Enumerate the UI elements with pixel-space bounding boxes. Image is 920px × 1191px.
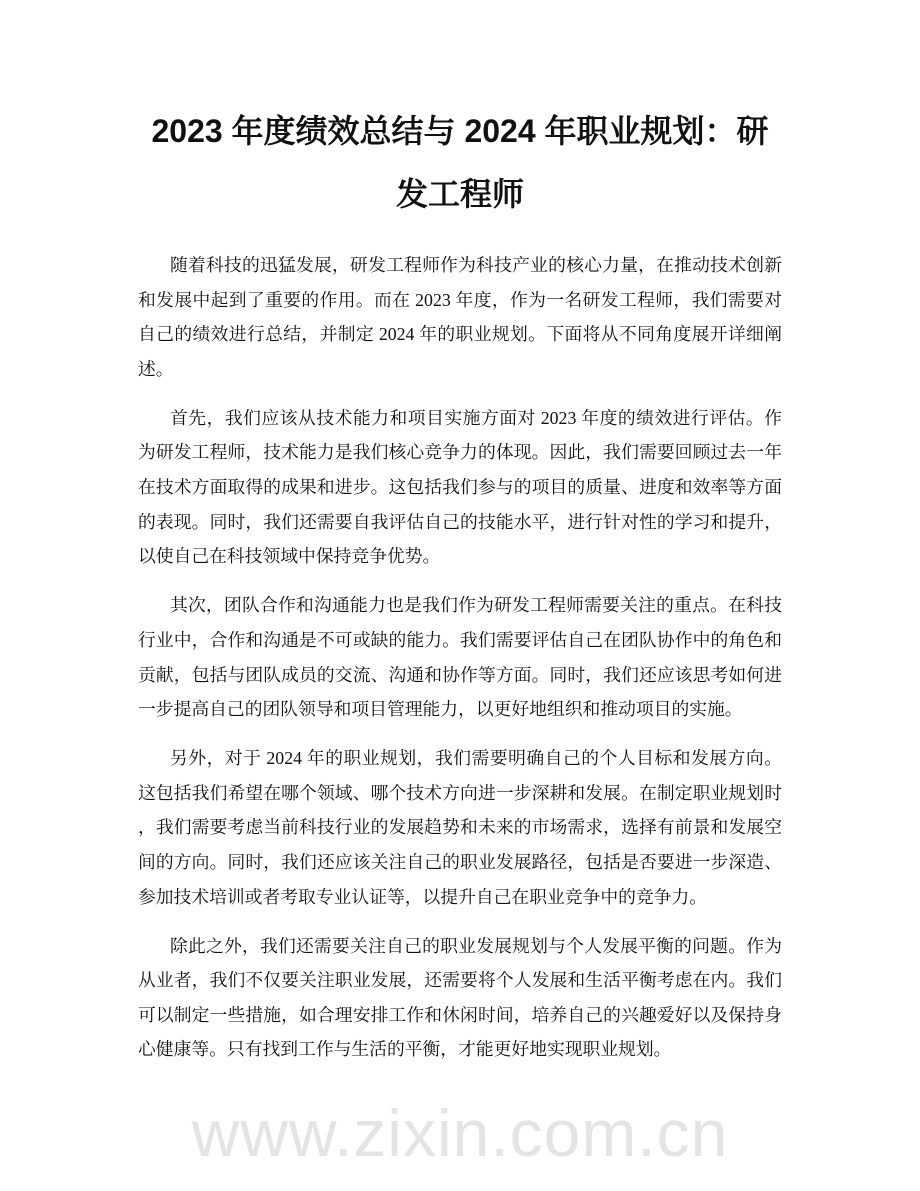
paragraph-line: 从业者，我们不仅要关注职业发展，还需要将个人发展和生活平衡考虑在内。我们 [138,970,782,991]
paragraph-line: 和发展中起到了重要的作用。而在 2023 年度，作为一名研发工程师，我们需要对 [138,289,782,310]
paragraph-line: ，我们需要考虑当前科技行业的发展趋势和未来的市场需求，选择有前景和发展空 [138,817,782,838]
document-body [138,248,782,1082]
paragraph-line: 这包括我们希望在哪个领域、哪个技术方向进一步深耕和发展。在制定职业规划时 [138,782,782,803]
title-line: 2023 年度绩效总结与 2024 年职业规划：研 [151,113,769,149]
paragraph [138,401,782,574]
paragraph-line: 心健康等。只有找到工作与生活的平衡，才能更好地实现职业规划。 [138,1039,672,1060]
paragraph-line: 在技术方面取得的成果和进步。这包括我们参与的项目的质量、进度和效率等方面 [138,477,782,498]
paragraph-line: 首先，我们应该从技术能力和项目实施方面对 2023 年度的绩效进行评估。作 [170,407,782,428]
paragraph-line: 参加技术培训或者考取专业认证等，以提升自己在职业竞争中的竞争力。 [138,886,708,907]
paragraph-line: 为研发工程师，技术能力是我们核心竞争力的体现。因此，我们需要回顾过去一年 [138,442,782,463]
paragraph [138,929,782,1067]
paragraph-line: 自己的绩效进行总结，并制定 2024 年的职业规划。下面将从不同角度展开详细阐 [138,324,782,345]
paragraph-line: 间的方向。同时，我们还应该关注自己的职业发展路径，包括是否要进一步深造、 [138,852,782,872]
title-line: 发工程师 [395,176,524,212]
paragraph-line: 可以制定一些措施，如合理安排工作和休闲时间，培养自己的兴趣爱好以及保持身 [138,1004,782,1025]
paragraph [138,741,782,914]
paragraph-line: 其次，团队合作和沟通能力也是我们作为研发工程师需要关注的重点。在科技 [170,595,782,616]
paragraph-line: 一步提高自己的团队领导和项目管理能力，以更好地组织和推动项目的实施。 [138,699,743,720]
paragraph [138,588,782,726]
document-title [120,100,800,226]
paragraph [138,248,782,386]
watermark: www.zixin.com.cn [191,1096,729,1170]
paragraph-line: 述。 [138,358,174,379]
paragraph-line: 的表现。同时，我们还需要自我评估自己的技能水平，进行针对性的学习和提升， [138,511,782,532]
paragraph-line: 以使自己在科技领域中保持竞争优势。 [138,546,441,567]
paragraph-line: 随着科技的迅猛发展，研发工程师作为科技产业的核心力量，在推动技术创新 [170,255,782,275]
paragraph-line: 贡献，包括与团队成员的交流、沟通和协作等方面。同时，我们还应该思考如何进 [138,664,782,685]
paragraph-line: 行业中，合作和沟通是不可或缺的能力。我们需要评估自己在团队协作中的角色和 [138,629,782,650]
paragraph-line: 除此之外，我们还需要关注自己的职业发展规划与个人发展平衡的问题。作为 [170,935,782,956]
paragraph-line: 另外，对于 2024 年的职业规划，我们需要明确自己的个人目标和发展方向。 [170,748,782,769]
